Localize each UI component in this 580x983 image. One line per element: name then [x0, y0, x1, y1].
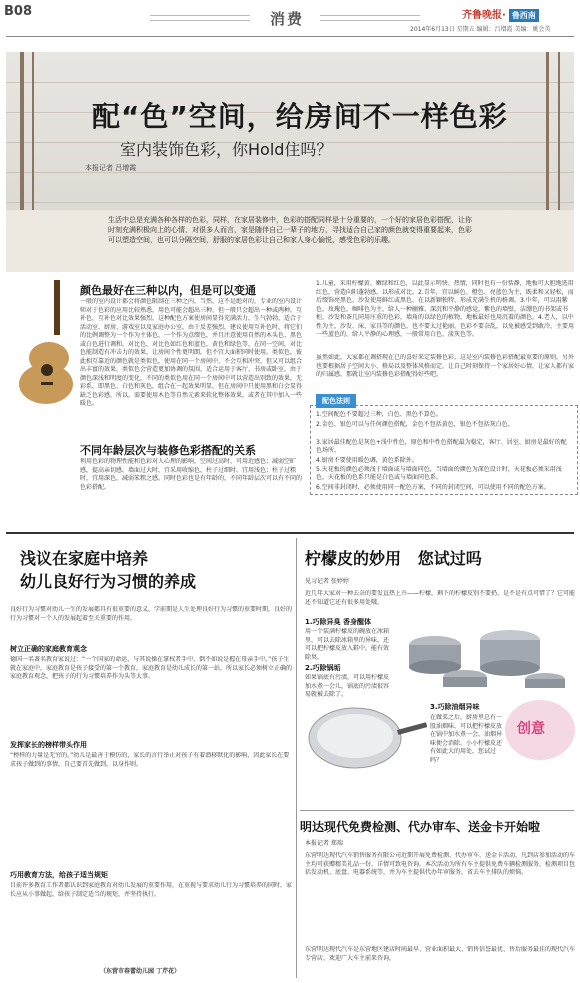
article-left-signoff: （东营市春蕾幼儿园 丁芹花）: [100, 968, 181, 975]
article-mid-para-3: 在做菜之后，厨房里总有一股油烟味，可以把柠檬皮放在锅中加水煮一会，油烟异味便会消除。小小柠檬皮还有如此大的用处，您试过吗？: [430, 714, 502, 764]
tip-item: 2.金色、银色可以与任何颜色搭配，金色不包括黄色，银色不包括灰白色。: [316, 421, 514, 428]
article-mid-para-1: 用一个装满柠檬皮的碗放在冰箱里，可以去除冰箱里的异味，还可以把柠檬皮放入鞋中，能有效除臭。: [305, 628, 390, 660]
creative-badge-label: 创意: [517, 721, 545, 737]
tip-item: 4.厨房不要使用暖色调，黄色系除外。: [316, 457, 418, 464]
feature-subtitle: 室内装饰色彩，你Hold住吗？: [120, 140, 333, 159]
header-rule-left: [150, 15, 250, 21]
cookware-image: [395, 615, 575, 695]
article-left-title-2: 幼儿良好行为习惯的养成: [20, 572, 197, 591]
guitar-image: [14, 280, 79, 405]
section-title: 消费: [270, 10, 305, 28]
feature-heading-1: 颜色最好在三种以内，但是可以变通: [80, 284, 256, 297]
article-right-body-2: 东营明达现代汽车是东营地区建店时间最早、营业面积最大、销售信誉最优、售后服务最佳的现代汽车专营店，欢迎广大车主前来咨询。: [305, 946, 575, 962]
dateline: 2014年6月13日 星期五 编辑：吕增霞 美编：姚会英: [410, 26, 551, 33]
feature-column-1: 一般的室内设计都会将颜色限制在三种之内，当然，这不是绝对的，专业的室内设计师对于色彩的应用比较熟悉，用色可能会超出三种，但一般只会超出一种或两种。互补色，互补色对比效果强烈，这种配色方案使房间显得充满活力，生气勃勃，适合于活动室、厨房、游戏室以及家庭办公室，由于反差强烈，建议使用互补色时，将它们的比例调整为一个作为主体色，一个作为点缀色，并且注意使用自然的木头色、黑色或白色进行调和。对比色，对比色如红色和蓝色，黄色和绿色等，在同一空间，对比色能制造有冲击力的效果，让房间个性更明朗，但不宜大面积同时使用。类似色，彼此相互靠近的颜色就是类似色，使用在同一个房间中，不会互相冲突，但又可以组合出丰富的效果，类似色会营造更加协调的氛围，适合运用于客厅、书房或卧室。由于颜色深浅和明度的变化，不同的类似色用在同一个房间中可以营造出别致的效果。无彩系，即黑色、白色和灰色，组合在一起效果明显，但在房间中只使用黑和白会显得缺乏色彩感，所以，需要使用木色等自然元素来软化整体效果，或者在其中加入一些暖色。: [80, 298, 303, 407]
article-mid-subhead-3: 3.巧除油烟异味: [430, 703, 480, 711]
article-mid-intro: 近几年大家对一种去杂的要发直热上升——柠檬，剩下的柠檬皮别不要扔，是不是有点可惜了？它可能还不知道它还有很多用处哦。: [305, 590, 575, 606]
tip-item: 5.天花板的颜色必须浅于墙面或与墙面同色，当墙面的颜色为深色设计时，天花板必须采用浅色，天花板的色系只能是白色或与墙面同色系。: [316, 466, 562, 481]
tip-item: 6.空间非封闭时，必须使用同一配色方案，不同的封闭空间，可以使用不同的配色方案。: [316, 484, 550, 491]
article-mid-byline: 见习记者 张婷婷: [305, 578, 349, 585]
feature-title: 配“色”空间，给房间不一样色彩: [92, 100, 508, 133]
edition-tag: 鲁西南: [509, 9, 539, 22]
header-divider: [6, 36, 574, 37]
feature-column-3: 1.儿童，采用柠檬黄、嫩绿和红色，以此显示明快、热情，同时也有一份恬静，地板可大胆地选用红色，营造向阳蓬勃感，以形成对比。2.青年，宜以鲜色、橙色、亮蓝色为主，既柔和又轻松，而后缀饰亮黑色，沙发使用鲜红或黑色，在以新颖独特，形成充满生机的格调。3.中年，可以用紫色，玫瑰色，咖啡色为主，给人一种幽雅、深沉和平静的感觉，紫色的墙壁，洁绷色的书架或书柜，沙发和茶几同用庄重的色彩，墙角的以绿色的植物，地板最好也用沉着的颜色。4.老人，以中性为主，沙发、床、家具等的颜色，也不要太过艳丽，色彩不要杂乱，以免被感受到敢冷，主要用一些蓝色的，给人平静的心理感，一般常用白色、淡灰色等。: [316, 280, 574, 338]
tip-item: 1.空间配色不要超过三种，白色、黑色不算色。: [316, 411, 442, 418]
wok-image: [305, 700, 427, 780]
article-right-body: 东营明达现代汽车销售服务有限公司近期开展免费检测、代办审车、送金卡活动，凡到店参加活动的车主均可获赠精美礼品一份，详情可致电咨询。本次活动为所有车主提供免费车辆检测服务，检测项目包括发动机、底盘、电器系统等，并为车主提供代办年审服务，省去车主排队的烦恼。: [305, 852, 575, 876]
article-left-para-2: “榜样的力量是无穷的。”幼儿是最善于模仿的，家长的言行举止对孩子有着潜移默化的影响，因此家长在要求孩子做到的事情，自己要首先做到，以身作则。: [10, 752, 290, 768]
header-rule-right: [320, 15, 420, 21]
article-mid-subhead-1: 1.巧除异臭 香身醒体: [305, 618, 371, 626]
tips-title: 配色法则: [316, 394, 356, 408]
article-left-intro: 良好行为习惯对幼儿一生的发展都具有很重要的意义，学前期是人生处理良好行为习惯的重要时期，良好的行为习惯对一个人的发展起着至关重要的作用。: [10, 606, 292, 622]
article-mid-title: 柠檬皮的妙用 您试过吗: [305, 549, 482, 568]
section-divider: [6, 532, 574, 534]
article-mid-subhead-2: 2.巧除锅垢: [305, 664, 341, 672]
column-divider: [296, 538, 297, 978]
feature-column-2: 利用色彩的物理性能和色彩对人心理的影响，空间过高时，可用近感色；减弱空旷感，提高亲切感，墙面过大时，宜采用收缩色，柱子过细时，宜用浅色；柱子过粗时，宜用深色，减弱笨粗之感。同时色彩也是有年龄的，不同年龄层次可以有不同的色彩搭配。: [80, 458, 303, 491]
article-left-subhead-2: 发挥家长的榜样带头作用: [10, 741, 87, 749]
mid-divider: [300, 810, 574, 811]
tip-item: 3.家居最佳配色是灰色+浅中性色，原色和中性色搭配最为稳定，客厅、居室、厨房是最好的配色场所。: [316, 439, 567, 454]
page-number: B08: [4, 4, 32, 19]
article-left-subhead-3: 巧用教育方法，给孩子适当规矩: [10, 871, 108, 879]
article-mid-para-2: 如果锅底有污渍，可以用柠檬皮加水煮一会儿，锅底的污渍很容易就被去除了。: [305, 674, 390, 698]
article-left-para-3: 目前许多教育工作者都认识到家庭教育对幼儿发展的重要作用，在重视与要求幼儿行为习惯培养的同时，家长应从小事做起，给孩子制定适当的规矩，并坚持执行。: [10, 882, 292, 898]
tree-trunk-decoration: [20, 52, 24, 230]
article-left-subhead-1: 树立正确的家庭教育观念: [10, 645, 87, 653]
feature-byline: 本报记者 吕增霞: [85, 164, 137, 172]
feature-intro: 生活中总是充满各种各样的色彩，同样，在家居装修中，色彩的搭配同样是十分重要的，一个好的家居色彩搭配，让你时刻充满积极向上的心情，对很多人而言，家是随伴自己一辈子的地方，寻找适合自己家的颜色就变得重要起来，色彩可以塑造空间，也可以分隔空间，舒服的家居色彩让自己和家人身心愉悦，感受色彩的乐趣。: [108, 216, 472, 244]
feature-heading-2: 不同年龄层次与装修色彩搭配的关系: [80, 444, 256, 457]
newspaper-logo: 齐鲁晚报· 鲁西南: [462, 6, 539, 22]
article-right-title: 明达现代免费检测、代办审车、送金卡开始啦: [300, 820, 541, 834]
article-left-title-1: 浅议在家庭中培养: [20, 549, 149, 568]
article-left-para-1: 德国一名著名教育家说过：“一个国家的命运，与其说操在掌权者手中，倒不如说是握在母亲手中。”孩子生就在家庭中，家庭教育是孩子接受的第一个教育，家庭教育是幼儿成长的第一站，所以家长必须树立正确的家庭教育观念，把孩子的行为习惯培养作为头等大事。: [10, 656, 292, 680]
feature-column-3b: 虽然如此，大家都在调搭现在已的喜好来定装修色彩，这是室内装修色彩搭配最重要的原则，另外也要根据居子空间大小、格局以及整体风格而定，让自己时刻保持一个家居好心情，让家人都有家的归属感，那就让室内装修色彩搭配得好些吧。: [316, 354, 574, 378]
article-right-byline: 本报记者 郑瑞: [305, 840, 343, 847]
